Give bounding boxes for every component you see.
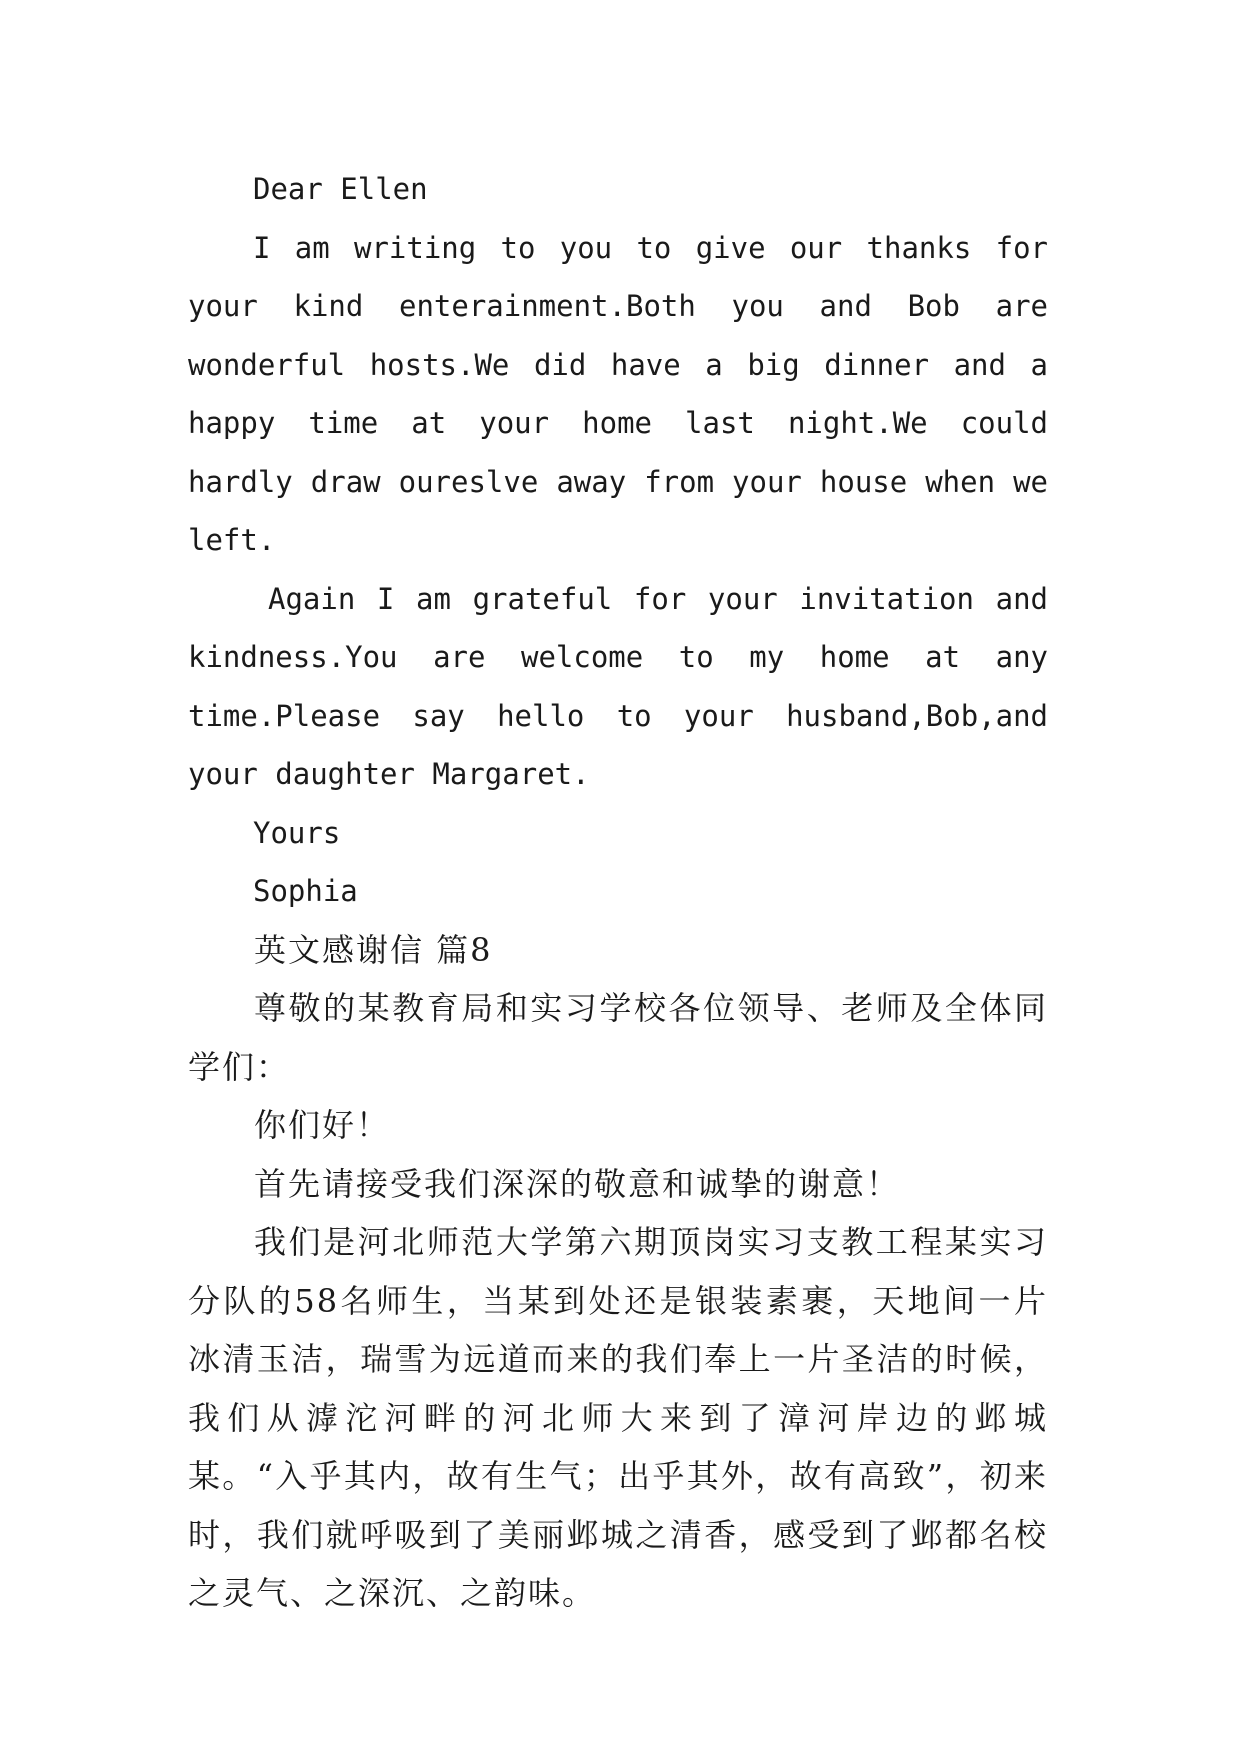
section-body: 我们是河北师范大学第六期顶岗实习支教工程某实习分队的58名师生，当某到处还是银装素裹，天地间一片冰清玉洁，瑞雪为远道而来的我们奉上一片圣洁的时候，我们从滹沱河畔的河北师大来到了漳河岸边的邺城某。“入乎其内，故有生气；出乎其外，故有高致”，初来时，我们就呼吸到了美丽邺城之清香，感受到了邺都名校之灵气、之深沉、之韵味。 — [188, 1223, 1048, 1612]
section-heading: 英文感谢信 篇8 — [254, 930, 493, 969]
letter-closing: Yours — [253, 815, 341, 850]
letter-signature: Sophia — [253, 874, 358, 908]
letter-salutation: Dear Ellen — [253, 172, 428, 206]
letter-paragraph-2: Again I am grateful for your invitation and kindness.You are welcome to my home at any time.Please say hello to your husband,Bob,and your daughter Margaret. — [188, 581, 1048, 791]
section-address: 尊敬的某教育局和实习学校各位领导、老师及全体同学们： — [188, 989, 1048, 1086]
section-greeting: 你们好！ — [254, 1106, 391, 1144]
letter-paragraph-1: I am writing to you to give our thanks for your kind enterainment.Both you and Bob are wonderful hosts.We did have a big dinner and a happy time at your home last night.We could hardly draw oureslve away from your house when we left. — [188, 230, 1048, 557]
section-intro: 首先请接受我们深深的敬意和诚挚的谢意！ — [254, 1164, 901, 1203]
document-page — [188, 160, 1048, 1623]
